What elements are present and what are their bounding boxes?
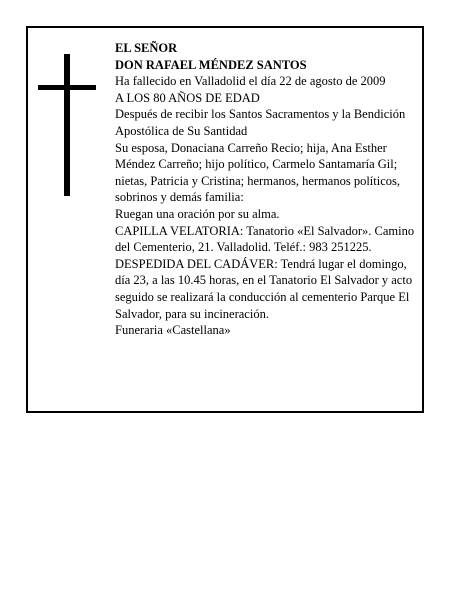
cross-icon-vertical: [64, 54, 70, 196]
funeral-home: Funeraria «Castellana»: [115, 323, 231, 338]
family-list: Su esposa, Donaciana Carreño Recio; hija, Ana Esther Méndez Carreño; hijo político, Carmelo Santamaría Gil; nietas, Patricia y Cristina; hermanos, hermanos políticos, sobrinos y demás familia:: [115, 140, 401, 205]
obituary-title: EL SEÑOR: [115, 41, 178, 55]
age-statement: A LOS 80 AÑOS DE EDAD: [115, 90, 260, 105]
prayer-request: Ruegan una oración por su alma.: [115, 206, 280, 221]
deceased-name: DON RAFAEL MÉNDEZ SANTOS: [115, 57, 307, 72]
death-statement: Ha fallecido en Valladolid el día 22 de agosto de 2009: [115, 74, 386, 89]
chapel-info: CAPILLA VELATORIA: Tanatorio «El Salvador». Camino del Cementerio, 21. Valladolid. Teléf.: 983 251225.: [115, 223, 415, 255]
farewell-info: DESPEDIDA DEL CADÁVER: Tendrá lugar el domingo, día 23, a las 10.45 horas, en el Tanatorio El Salvador y acto seguido se realizará la conducción al cementerio Parque El Salvador, para su incineración.: [115, 256, 413, 321]
obituary-text: [115, 40, 415, 339]
cross-icon-horizontal: [38, 85, 96, 90]
sacraments-statement: Después de recibir los Santos Sacramentos y la Bendición Apostólica de Su Santidad: [115, 107, 406, 138]
